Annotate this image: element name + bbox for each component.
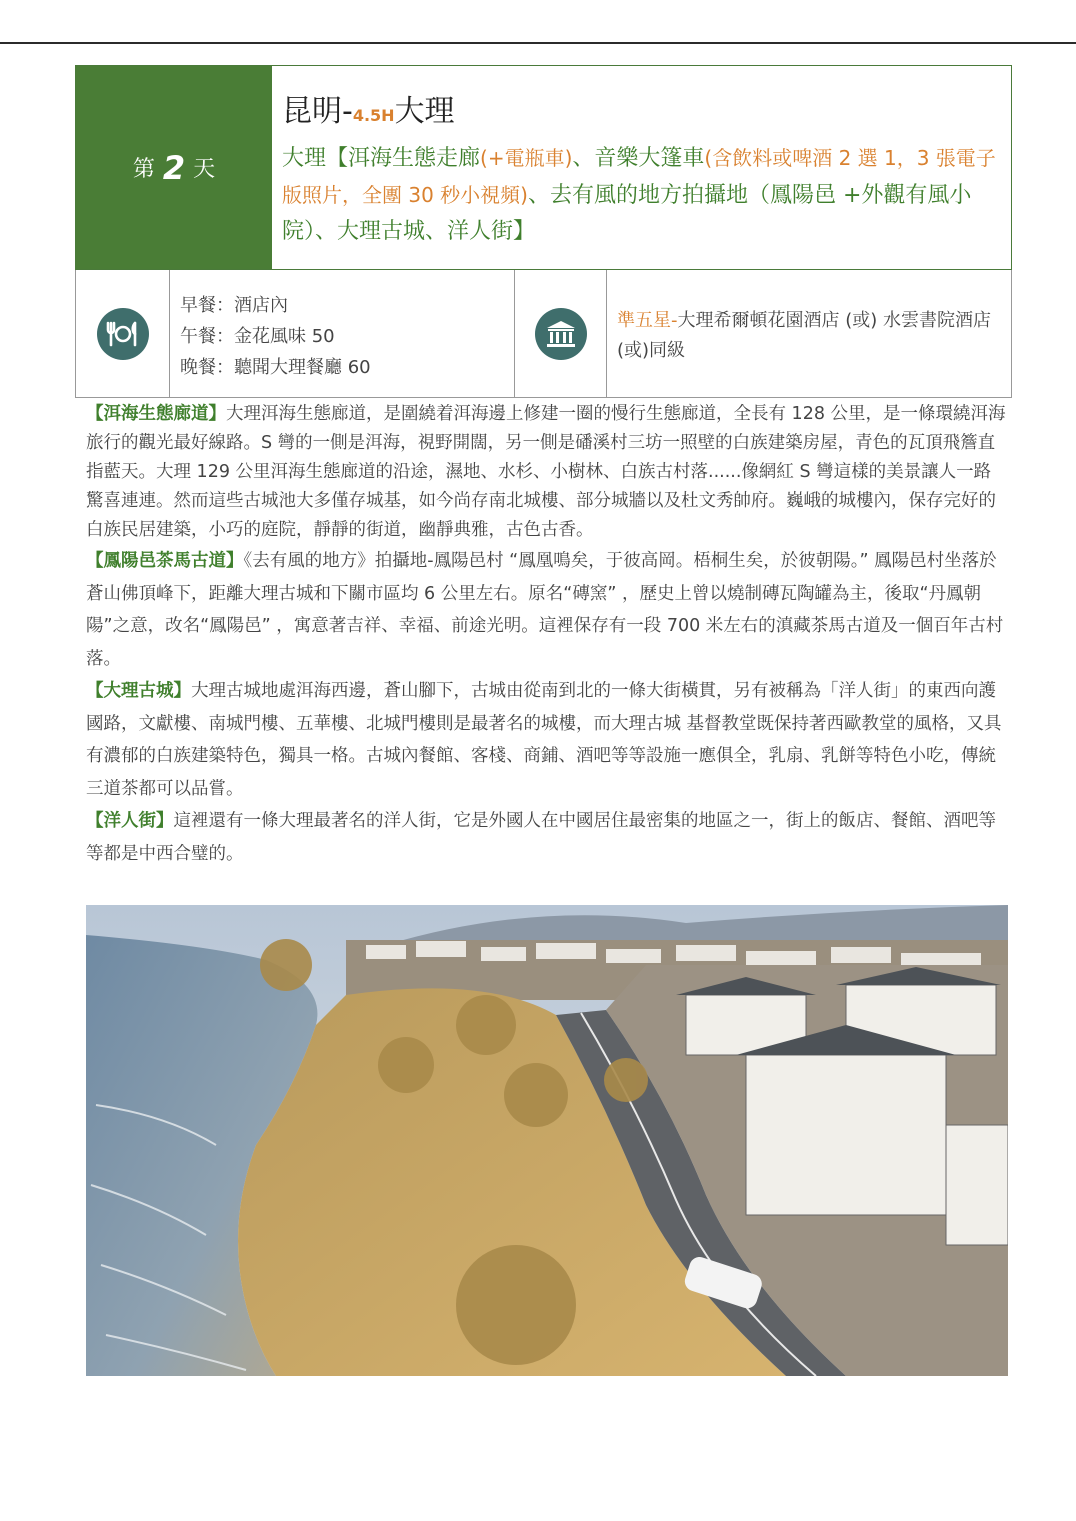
section-title: 【大理古城】 — [86, 681, 191, 701]
building-columns-icon — [535, 308, 587, 360]
section-text: 這裡還有一條大理最著名的洋人街，它是外國人在中國居住最密集的地區之一，街上的飯店、餐館、酒吧等等都是中西合璧的。 — [86, 811, 996, 864]
restaurant-icon — [97, 308, 149, 360]
itinerary-seg3: 、音樂大篷車 — [572, 146, 705, 171]
section-text: 大理洱海生態廊道，是圍繞着洱海邊上修建一圈的慢行生態廊道，全長有 128 公里，是一條環繞洱海旅行的觀光最好線路。S 彎的一側是洱海，視野開闊，另一側是磻溪村三坊一照壁的白族建築房屋，青色的瓦頂飛簷直指藍天。大理 129 公里洱海生態廊道的沿途，濕地、水杉、小樹林、白族古村落......像網紅 S 彎這樣的美景讓人一路驚喜連連。然而這些古城池大多僅存城基，如今尚存南北城樓、部分城牆以及杜文秀帥府。巍峨的城樓內，保存完好的白族民居建築，小巧的庭院，靜靜的街道，幽靜典雅，古色古香。 — [86, 404, 1006, 540]
hotel-star: 準五星- — [617, 310, 678, 331]
hotel-name: 大理希爾頓花園酒店 (或) 水雲書院酒店 (或)同級 — [617, 310, 991, 361]
section-title: 【洱海生態廊道】 — [86, 404, 226, 424]
day-suffix: 天 — [193, 157, 216, 182]
section-fengyangyi — [86, 545, 1006, 675]
info-row — [75, 270, 1012, 398]
hotel-icon-cell — [515, 270, 607, 397]
description — [86, 400, 1006, 870]
route-duration: 4.5H — [352, 106, 395, 125]
meal-lunch: 午餐：金花風味 50 — [180, 326, 335, 347]
day-content — [272, 66, 1011, 269]
day-header — [75, 65, 1012, 270]
section-text: 大理古城地處洱海西邊，蒼山腳下，古城由從南到北的一條大街橫貫，另有被稱為「洋人街」的東西向護國路，文獻樓、南城門樓、五華樓、北城門樓則是最著名的城樓，而大理古城 基督教堂既保持著西歐教堂的風格，又具有濃郁的白族建築特色，獨具一格。古城內餐館、客棧、商鋪、酒吧等等設施一應俱全，乳扇、乳餅等特色小吃，傳統三道茶都可以品嘗。 — [86, 681, 1002, 799]
hotel-info — [607, 270, 1011, 397]
section-dali-old-town — [86, 675, 1006, 805]
meal-breakfast: 早餐：酒店內 — [180, 295, 288, 316]
section-title: 【洋人街】 — [86, 811, 174, 831]
section-text: 《去有風的地方》拍攝地-鳳陽邑村 “鳳凰鳴矣，于彼高岡。梧桐生矣，於彼朝陽。” 鳳陽邑村坐落於蒼山佛頂峰下，距離大理古城和下關市區均 6 公里左右。原名“磚窯” ，歷史上曾以燒制磚瓦陶罐為主，後取“丹鳳朝陽”之意，改名“鳳陽邑” ，寓意著吉祥、幸福、前途光明。這裡保存有一段 700 米左右的滇藏茶馬古道及一個百年古村落。 — [86, 551, 1004, 669]
day-label — [76, 66, 272, 269]
route-from: 昆明- — [282, 94, 353, 129]
section-foreigner-street — [86, 805, 1006, 870]
day-number: 2 — [162, 148, 186, 187]
meal-icon-cell — [76, 270, 170, 397]
meals-list — [170, 270, 515, 397]
meal-dinner: 晚餐：聽聞大理餐廳 60 — [180, 357, 371, 378]
itinerary-seg4: (含飲料或啤酒 2 選 1，3 張電子版照片，全團 30 秒小視頻) — [282, 146, 996, 207]
route-to: 大理 — [394, 94, 455, 129]
itinerary-seg1: 大理【洱海生態走廊 — [282, 146, 481, 171]
section-erhai — [86, 400, 1006, 545]
erhai-aerial-photo — [86, 905, 1008, 1376]
itinerary-summary — [282, 140, 999, 250]
itinerary-seg5: 、去有風的地方拍攝地（鳳陽邑 +外觀有風小院）、大理古城、洋人街】 — [282, 183, 972, 244]
itinerary-seg2: (+電瓶車) — [480, 146, 573, 170]
section-title: 【鳳陽邑茶馬古道】 — [86, 551, 244, 571]
top-divider — [0, 42, 1076, 44]
day-prefix: 第 — [132, 157, 155, 182]
route-title — [282, 94, 999, 134]
